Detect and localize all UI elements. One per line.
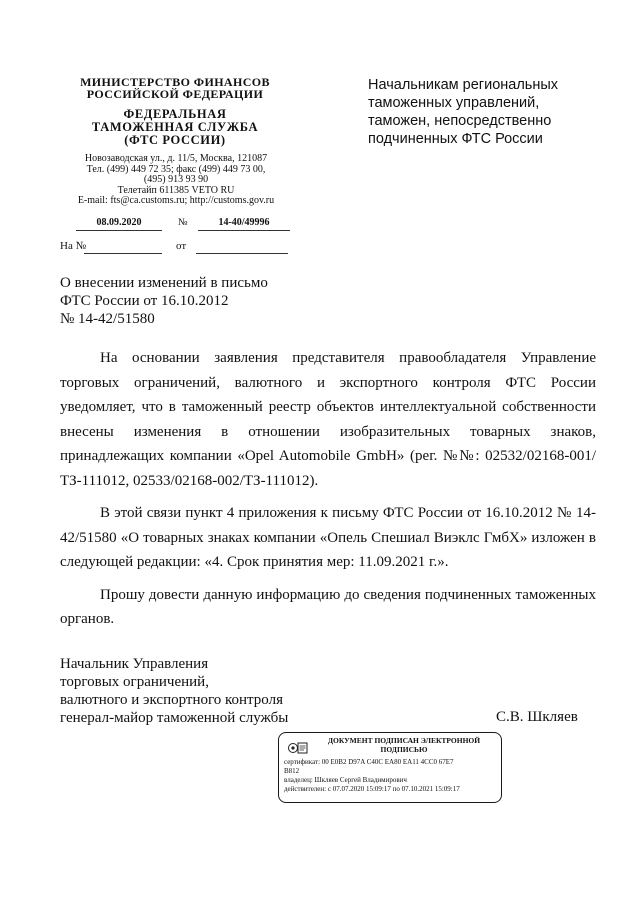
signatory-name: С.В. Шкляев: [496, 709, 578, 725]
position-line: генерал-майор таможенной службы: [60, 710, 289, 726]
stamp-certificate: сертификат: 00 E0B2 D97A C40C EA80 EA11 4CC0 67E7: [284, 758, 454, 766]
ministry-line-1: МИНИСТЕРСТВО ФИНАНСОВ: [80, 75, 270, 89]
subject-line: О внесении изменений в письмо: [60, 275, 268, 291]
position-line: валютного и экспортного контроля: [60, 692, 283, 708]
stamp-owner: владелец: Шкляев Сергей Владимирович: [284, 776, 407, 784]
electronic-signature-stamp: [278, 732, 502, 803]
teletype-line: Телетайп 611385 VETO RU: [117, 184, 235, 196]
email-line: E-mail: fts@ca.customs.ru; http://customs.gov.ru: [77, 195, 275, 206]
stamp-validity: действителен: с 07.07.2020 15:09:17 по 07.10.2021 15:09:17: [284, 785, 460, 793]
body-paragraph: В этой связи пункт 4 приложения к письму ФТС России от 16.10.2012 № 14-42/51580 «О товарных знаках компании «Опель Спешиал Виэклс ГмбХ» изложен в следующей редакции: «4. Срок принятия мер: 11.09.2021 г.».: [60, 505, 596, 570]
subject-line: № 14-42/51580: [60, 311, 155, 327]
ministry-header: [60, 76, 290, 147]
reference-line: [60, 240, 290, 254]
reference-number-blank: [84, 253, 162, 254]
phone-line: Тел. (499) 449 72 35; факс (499) 449 73 00,: [86, 163, 266, 175]
number-underline: [198, 230, 290, 231]
subject-line: ФТС России от 16.10.2012: [60, 293, 229, 309]
service-line-3: (ФТС РОССИИ): [124, 133, 226, 147]
contact-block: [60, 154, 292, 207]
date-underline: [76, 230, 162, 231]
reference-date-label: от: [176, 240, 187, 252]
stamp-certificate-cont: B812: [284, 767, 300, 775]
letter-body: [60, 346, 596, 640]
service-line-2: ТАМОЖЕННАЯ СЛУЖБА: [91, 120, 259, 134]
address-line: Новозаводская ул., д. 11/5, Москва, 121087: [84, 153, 268, 164]
ministry-line-2: РОССИЙСКОЙ ФЕДЕРАЦИИ: [86, 87, 264, 101]
position-line: Начальник Управления: [60, 656, 209, 672]
reference-number-label: На №: [60, 240, 87, 252]
signature-emblem-icon: [287, 739, 309, 757]
addressee-line: Начальникам региональных: [368, 77, 559, 93]
stamp-title: ДОКУМЕНТ ПОДПИСАН ЭЛЕКТРОННОЙ ПОДПИСЬЮ: [327, 736, 481, 754]
registration-line: [60, 217, 290, 231]
registration-date: 08.09.2020: [96, 217, 142, 228]
registration-number: 14-40/49996: [218, 217, 270, 228]
service-line-1: ФЕДЕРАЛЬНАЯ: [123, 107, 227, 121]
addressee-block: [368, 76, 598, 148]
addressee-line: таможен, непосредственно: [368, 113, 552, 129]
reference-date-blank: [196, 253, 288, 254]
signatory-position: [60, 655, 360, 727]
phone-line-2: (495) 913 93 90: [143, 174, 209, 185]
position-line: торговых ограничений,: [60, 674, 209, 690]
body-paragraph: На основании заявления представителя правообладателя Управление торговых ограничений, валютного и экспортного контроля ФТС России уведомляет, что в таможенный реестр объектов интеллектуальной собственности внесены изменения в отношении изобразительных товарных знаков, принадлежащих компании «Opel Automobile GmbH» (рег. №№: 02532/02168-001/ТЗ-111012, 02533/02168-002/ТЗ-111012).: [60, 350, 596, 489]
addressee-line: таможенных управлений,: [368, 95, 540, 111]
subject-block: [60, 274, 300, 328]
body-paragraph: Прошу довести данную информацию до сведения подчиненных таможенных органов.: [60, 586, 596, 627]
number-sign: №: [178, 217, 188, 228]
addressee-line: подчиненных ФТС России: [368, 131, 543, 147]
